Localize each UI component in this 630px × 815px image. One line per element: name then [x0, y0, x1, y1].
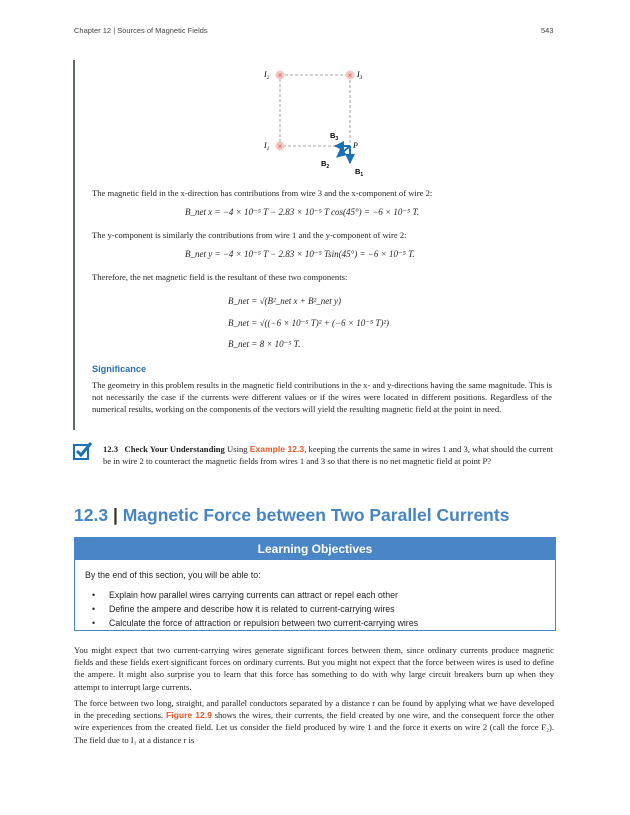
x-component-intro: The magnetic field in the x-direction has contributions from wire 3 and the x-component of wire 2:	[92, 188, 433, 198]
learning-objectives-header: Learning Objectives	[75, 538, 555, 560]
label-b3-sub: 3	[335, 136, 339, 142]
svg-text:×: ×	[347, 71, 353, 80]
label-i2-sub: 2	[266, 75, 270, 81]
svg-text:I3	[356, 70, 363, 81]
section-separator: |	[112, 505, 118, 525]
check-your-understanding-icon	[73, 441, 93, 461]
equation-net-3: B_net = 8 × 10⁻⁵ T.	[228, 339, 301, 349]
cyu-using: Using	[227, 444, 248, 454]
label-b2: B	[321, 159, 327, 168]
label-b2-sub: 2	[326, 164, 330, 170]
page-number: 543	[541, 26, 554, 35]
check-your-understanding	[103, 443, 553, 468]
svg-text:×: ×	[277, 71, 283, 80]
svg-text:B2	[321, 159, 329, 170]
y-component-intro: The y-component is similarly the contributions from wire 1 and the y-component of wire 2:	[92, 230, 407, 240]
svg-text:I2	[263, 70, 270, 81]
b2-vector	[337, 146, 350, 157]
equation-net-2: B_net = √((−6 × 10⁻⁵ T)² + (−6 × 10⁻⁵ T)²)	[228, 318, 390, 328]
equation-net-1: B_net = √(B²_net x + B²_net y)	[228, 296, 341, 306]
label-p: P	[353, 141, 358, 150]
svg-text:I1	[263, 141, 270, 152]
learning-objectives-box: Learning Objectives By the end of this section, you will be able to: • Explain how parallel wires carrying currents can attract or repel each other • Define the ampere and describe how it is related to current-carrying wires • Calculate the force of attraction or repulsion between two current-carrying wires	[74, 537, 556, 631]
learning-objectives-intro: By the end of this section, you will be able to:	[85, 570, 261, 580]
label-b3: B	[330, 131, 336, 140]
svg-text:B1	[355, 167, 363, 178]
wire-3-marker	[346, 71, 355, 81]
label-i2: I	[264, 70, 267, 79]
cyu-number: 12.3	[103, 444, 119, 454]
significance-text: The geometry in this problem results in the magnetic field contributions in the x- and y-directions having the same magnitude. This is not necessarily the case if the currents were different values or if the wires were located in different positions. Regardless of the numerical results, working on the components of the vectors will yield the resulting magnetic field at the point in need.	[92, 380, 552, 415]
wire-configuration-figure	[255, 62, 375, 182]
section-title	[74, 505, 509, 526]
equation-by: B_net y = −4 × 10⁻⁵ T − 2.83 × 10⁻⁵ Tsin(45°) = −6 × 10⁻⁵ T.	[185, 249, 415, 259]
label-i3-sub: 3	[359, 75, 363, 81]
square-outline	[280, 75, 350, 146]
significance-heading: Significance	[92, 364, 147, 374]
section-number: 12.3	[74, 505, 109, 525]
cyu-question: , keeping the currents the same in wires 1 and 3, what should the current be in wire 2 to counteract the magnetic fields from wires 1 and 3 so that there is no net magnetic field at point P?	[103, 444, 554, 467]
equation-bx: B_net x = −4 × 10⁻⁵ T − 2.83 × 10⁻⁵ T cos(45°) = −6 × 10⁻⁵ T.	[185, 207, 420, 217]
body-paragraph-1: You might expect that two current-carrying wires generate significant forces between them, since ordinary currents produce magnetic fields and these fields exert significant forces on ordinary currents. But you might not expect that the force between wires is used to define the ampere. It might also surprise you to learn that this force has something to do with why large circuit breakers burn up when they attempt to interrupt large currents.	[74, 645, 554, 692]
body-paragraph-2: The force between two long, straight, and parallel conductors separated by a distance r can be found by applying what we have developed in the preceding sections. Figure 12.9 shows the wires, their currents, the field created by one wire, and the consequent force the other wire experiences from the created field. Let us consider the field produced by wire 1 and the force it exerts on wire 2 (call the force F₂). The field due to I₁ at a distance r is	[74, 698, 555, 745]
label-i1-sub: 1	[266, 146, 270, 152]
figure-12-9-link[interactable]: Figure 12.9	[165, 710, 212, 721]
cyu-title: Check Your Understanding	[124, 444, 225, 454]
example-left-rule	[73, 60, 75, 430]
label-b1: B	[355, 167, 361, 176]
svg-text:×: ×	[277, 142, 283, 151]
label-b1-sub: 1	[360, 172, 364, 178]
example-12-3-link[interactable]: Example 12.3	[249, 444, 305, 454]
section-name: Magnetic Force between Two Parallel Currents	[122, 505, 510, 525]
label-i1: I	[264, 141, 267, 150]
svg-text:B3	[330, 131, 338, 142]
label-i3: I	[357, 70, 360, 79]
wire-2-marker	[276, 71, 285, 81]
wire-1-marker	[276, 142, 285, 152]
net-field-intro: Therefore, the net magnetic field is the resultant of these two components:	[92, 272, 348, 282]
running-head: Chapter 12 | Sources of Magnetic Fields	[74, 26, 208, 35]
